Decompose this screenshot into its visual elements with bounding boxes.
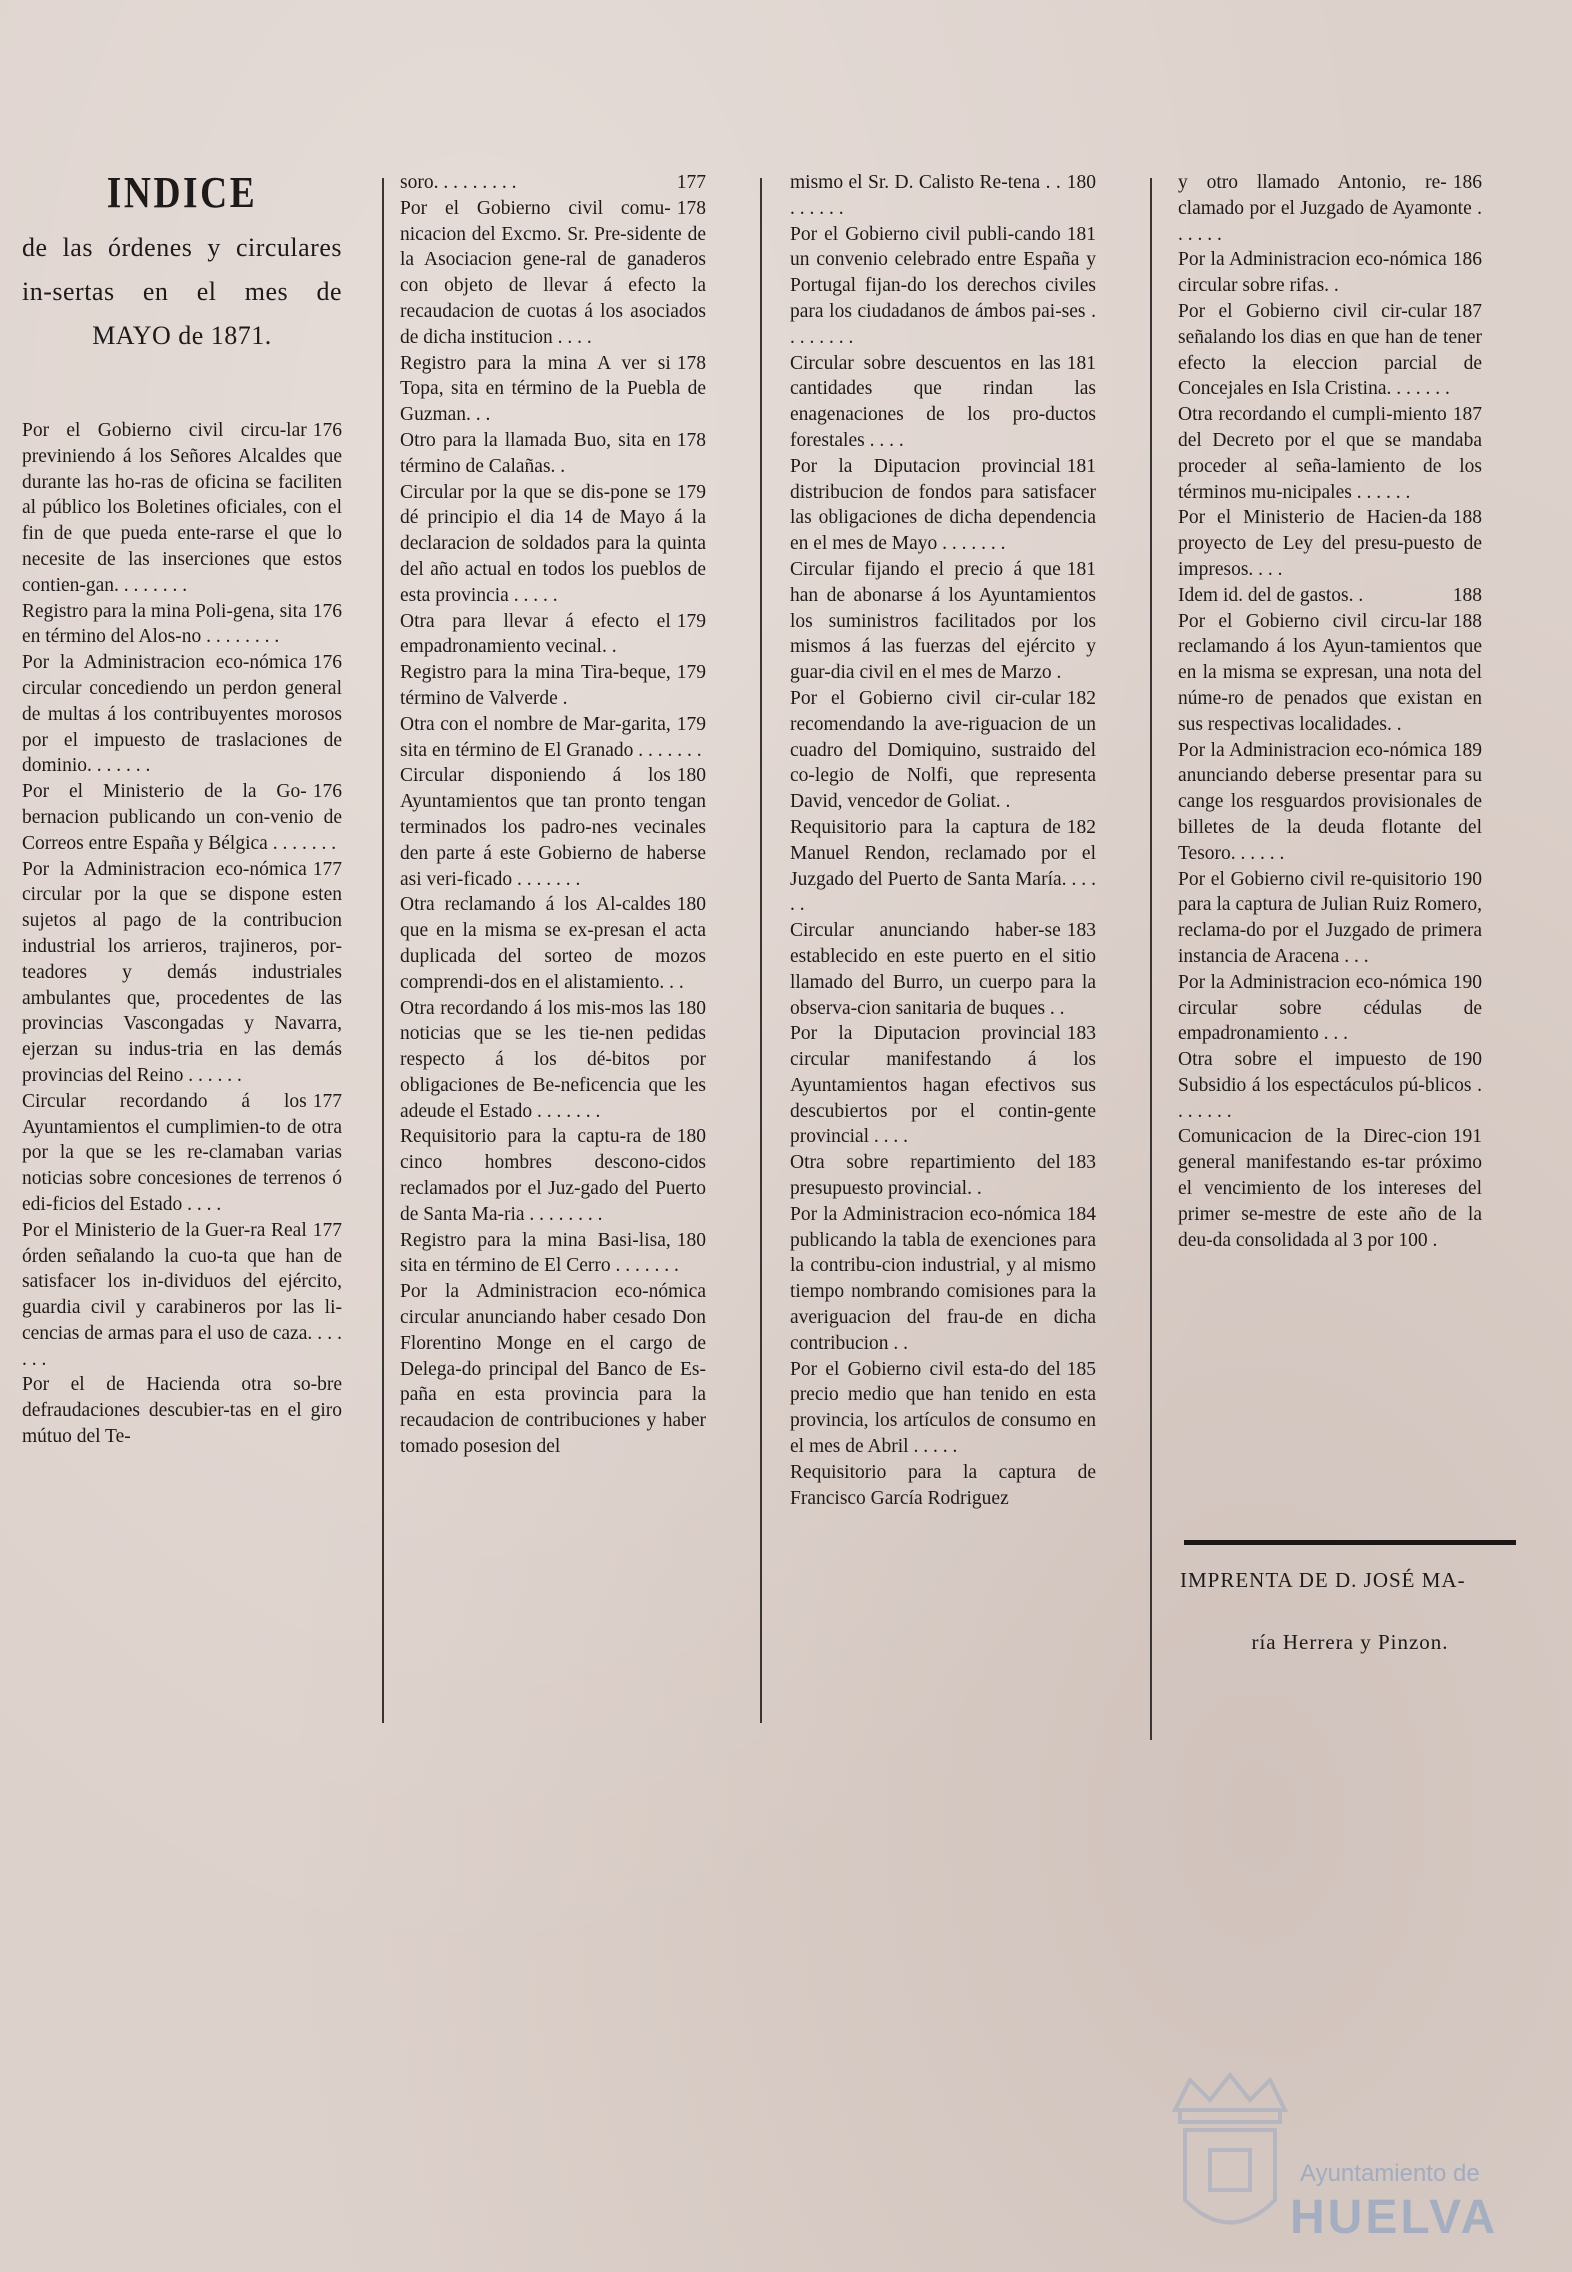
index-entry [790, 557, 1096, 686]
index-entry [22, 418, 342, 599]
imprint-separator [1184, 1540, 1516, 1545]
index-entry [1178, 738, 1482, 867]
index-entry [400, 609, 706, 661]
index-entry [790, 815, 1096, 918]
index-entry [790, 454, 1096, 557]
entry-text: Registro para la mina Tira-beque, término de Valverde . [400, 662, 671, 709]
index-entry [790, 170, 1096, 222]
index-entry [790, 222, 1096, 351]
index-entry [22, 650, 342, 779]
entry-text: Circular por la que se dis-pone se dé principio el dia 14 de Mayo á la declaracion de soldados para la quinta del año actual en todos los pueblos de esta provincia . . . . . [400, 481, 706, 606]
index-entry [1178, 505, 1482, 582]
page-number: 176 [312, 652, 342, 674]
entry-text: Por el Gobierno civil publi-cando un convenio celebrado entre España y Portugal fijan-do los derechos civiles para los ciudadanos de ámbos pai-ses . . . . . . . . [790, 223, 1096, 348]
index-entry [22, 857, 342, 1089]
index-entry [1178, 1047, 1482, 1124]
page-number: 180 [1066, 172, 1096, 193]
page-number: 176 [312, 600, 342, 622]
entry-text: Requisitorio para la captura de Manuel Rendon, reclamado por el Juzgado del Puerto de Santa María. . . . . . [790, 816, 1096, 916]
page-number: 188 [1452, 584, 1482, 606]
column-rule [1150, 178, 1152, 1740]
entry-text: Otra recordando á los mis-mos las noticias que se les tie-nen pedidas respecto á los dé-bitos por obligaciones de Be-neficencia que les adeude el Estado . . . . . . . [400, 997, 706, 1122]
page-number: 183 [1066, 920, 1096, 942]
index-entry [790, 351, 1096, 454]
entry-text: Por la Administracion eco-nómica circular por la que se dispone esten sujetos al pago de la contribucion industrial los arrieros, trajineros, por-teadores y demás industriales ambulantes que, procedentes de las provincias Vascongadas y Navarra, ejerzan su indus-tria en las demás provincias del Reino . . . . . . [22, 858, 342, 1086]
page-number: 183 [1066, 1023, 1096, 1045]
entry-list [400, 170, 706, 1460]
entry-text: Otra sobre el impuesto de Subsidio á los espectáculos pú-blicos . . . . . . . [1178, 1049, 1482, 1122]
entry-text: Circular fijando el precio á que han de abonarse á los Ayuntamientos los suministros facilitados por los mismos á las fuerzas del ejército y guar-dia civil en el mes de Marzo . [790, 558, 1096, 684]
entry-list [22, 418, 342, 1450]
index-entry [400, 1228, 706, 1280]
entry-text: Por el Ministerio de Hacien-da proyecto de Ley del presu-puesto de impresos. . . . [1178, 507, 1482, 580]
entry-text: Registro para la mina Basi-lisa, sita en término de El Cerro . . . . . . . [400, 1229, 679, 1277]
entry-text: Circular anunciando haber-se establecido en este puerto en el sitio llamado del Burro, un cuerpo para la observa-cion sanitaria de buques . . [790, 920, 1096, 1019]
entry-text: Circular sobre descuentos en las cantidades que rindan las enagenaciones de los pro-ductos forestales . . . . [790, 352, 1096, 451]
index-entry [790, 1460, 1096, 1512]
page-number: 181 [1066, 352, 1096, 374]
page-number: 177 [312, 858, 342, 880]
page-number: 181 [1066, 223, 1096, 245]
page-number: 181 [1066, 558, 1096, 580]
page-number: 180 [676, 1126, 706, 1148]
page-number: 176 [312, 420, 342, 441]
imprint-line-2: ría Herrera y Pinzon. [1251, 1630, 1449, 1654]
entry-text: Por el Gobierno civil re-quisitorio para la captura de Julian Ruiz Romero, reclama-do por el Juzgado de primera instancia de Aracena . . . [1178, 868, 1482, 967]
entry-text: Por la Diputacion provincial circular manifestando á los Ayuntamientos hagan efectivos sus descubiertos por el contin-gente provincial . . . . [790, 1023, 1096, 1148]
page-number: 185 [1066, 1358, 1096, 1380]
page-number: 178 [676, 197, 706, 219]
page-number: 178 [676, 352, 706, 374]
page-number: 187 [1452, 300, 1482, 322]
index-entry [1178, 970, 1482, 1047]
page-number: 188 [1452, 507, 1482, 529]
index-entry [400, 428, 706, 480]
entry-text: y otro llamado Antonio, re-clamado por el Juzgado de Ayamonte . . . . . . [1178, 172, 1482, 245]
page-number: 191 [1452, 1126, 1482, 1148]
watermark-line-2: HUELVA [1290, 2191, 1499, 2244]
entry-text: Por la Administracion eco-nómica anunciando deberse presentar para su cange los resguardos provisionales de billetes de la deuda flotante del Tesoro. . . . . . [1178, 739, 1482, 864]
entry-text: Requisitorio para la captu-ra de cinco hombres descono-cidos reclamados por el Juz-gado del Puerto de Santa Ma-ria . . . . . . . . [400, 1126, 706, 1225]
imprint-line-1: IMPRENTA DE D. JOSÉ MA- [1180, 1568, 1466, 1592]
entry-text: Por el Gobierno civil esta-do del precio medio que han tenido en esta provincia, los artículos de consumo en el mes de Abril . . . . . [790, 1358, 1096, 1458]
index-title: INDICE [106, 168, 258, 217]
entry-text: Circular disponiendo á los Ayuntamientos que tan pronto tengan terminados los padro-nes vecinales den parte á este Gobierno de haberse asi veri-ficado . . . . . . . [400, 765, 706, 890]
index-entry [400, 170, 706, 196]
entry-text: Otra sobre repartimiento del presupuesto provincial. . [790, 1152, 1061, 1200]
page-number: 183 [1066, 1152, 1096, 1174]
page-number: 179 [676, 662, 706, 684]
index-column-1 [22, 170, 342, 1450]
page-number: 177 [312, 1219, 342, 1241]
index-entry [1178, 247, 1482, 299]
page-number: 179 [676, 610, 706, 632]
index-entry [790, 1202, 1096, 1357]
page-number: 188 [1452, 610, 1482, 632]
entry-text: Por el Gobierno civil cir-cular recomendando la ave-riguacion de un cuadro del Domiquino, sustraido del co-legio de Nolfi, que representa David, vencedor de Goliat. . [790, 687, 1096, 813]
entry-text: Idem id. del de gastos. . [1178, 584, 1364, 606]
page-number: 180 [676, 1229, 706, 1251]
watermark-line-1: Ayuntamiento de [1300, 2160, 1480, 2187]
entry-text: Por la Diputacion provincial distribucion de fondos para satisfacer las obligaciones de dicha dependencia en el mes de Mayo . . . . . . . [790, 455, 1096, 555]
imprint [1180, 1562, 1520, 1660]
page-number: 186 [1452, 172, 1482, 193]
index-column-2 [400, 170, 706, 1460]
page-number: 184 [1066, 1203, 1096, 1225]
column-rule [760, 178, 762, 1723]
index-entry [400, 712, 706, 764]
index-entry [1178, 583, 1482, 609]
entry-text: Por el Gobierno civil circu-lar previniendo á los Señores Alcaldes que durante las ho-ras de oficina se faciliten al público los Boletines oficiales, con el fin de que pueda ente-rarse el que lo necesite de las inserciones que estos contien-gan. . . . . . . . [22, 420, 342, 596]
entry-text: Por el Gobierno civil circu-lar reclamando á los Ayun-tamientos que en la misma se expresan, una nota del núme-ro de penados que existan en sus respectivas localidades. . [1178, 610, 1482, 735]
entry-text: Por la Administracion eco-nómica circular sobre rifas. . [1178, 249, 1447, 297]
index-entry [790, 1150, 1096, 1202]
index-entry [790, 918, 1096, 1021]
entry-text: Por la Administracion eco-nómica circular concediendo un perdon general de multas á los contribuyentes morosos por el impuesto de traslaciones de dominio. . . . . . . [22, 652, 342, 777]
index-entry [400, 892, 706, 995]
entry-text: Por el Gobierno civil comu-nicacion del Excmo. Sr. Pre-sidente de la Asociacion gene-ral de ganaderos con objeto de llevar á efecto la recaudacion de cuotas á los asociados de dicha institucion . . . . [400, 197, 706, 348]
index-entry [400, 351, 706, 428]
entry-text: Por la Administracion eco-nómica circular sobre cédulas de empadronamiento . . . [1178, 971, 1482, 1045]
index-entry [790, 1021, 1096, 1150]
page-number: 182 [1066, 816, 1096, 838]
entry-list [790, 170, 1096, 1511]
index-entry [400, 763, 706, 892]
entry-text: Requisitorio para la captura de Francisco García Rodriguez [790, 1461, 1096, 1509]
index-entry [22, 1372, 342, 1449]
entry-text: mismo el Sr. D. Calisto Re-tena . . . . . . . . [790, 172, 1061, 219]
entry-text: Por el Gobierno civil cir-cular señalando los dias en que han de tener efecto la eleccion parcial de Concejales en Isla Cristina. . . . . . . [1178, 300, 1482, 400]
entry-text: Otra reclamando á los Al-caldes que en la misma se ex-presan el acta duplicada del sorteo de mozos comprendi-dos en el alistamiento. . . [400, 894, 706, 993]
index-entry [400, 996, 706, 1125]
page-number: 190 [1452, 971, 1482, 993]
page-number: 181 [1066, 455, 1096, 477]
entry-text: Por la Administracion eco-nómica circular anunciando haber cesado Don Florentino Monge en el cargo de Delega-do principal del Banco de Es-paña en esta provincia para la recaudacion de contribuciones y haber tomado posesion del [400, 1281, 706, 1458]
page-number: 178 [676, 429, 706, 451]
index-entry [790, 686, 1096, 815]
page-number: 186 [1452, 249, 1482, 271]
page-number: 187 [1452, 404, 1482, 426]
index-entry [1178, 1124, 1482, 1253]
entry-text: Otra con el nombre de Mar-garita, sita en término de El Granado . . . . . . . [400, 713, 702, 761]
index-entry [400, 196, 706, 351]
index-entry [790, 1357, 1096, 1460]
entry-text: Por el Ministerio de la Go-bernacion publicando un con-venio de Correos entre España y Bélgica . . . . . . . [22, 781, 342, 854]
entry-text: soro. . . . . . . . . [400, 172, 517, 193]
page-number: 180 [676, 894, 706, 916]
entry-text: Por la Administracion eco-nómica publicando la tabla de exenciones para la contribu-cion industrial, y al mismo tiempo nombrando comisiones para la averiguacion del frau-de en dicha contribucion . . [790, 1203, 1096, 1354]
index-subtitle: de las órdenes y circulares in-sertas en el mes de MAYO de 1871. [22, 233, 342, 350]
index-entry [1178, 299, 1482, 402]
page-number: 179 [676, 481, 706, 503]
entry-list [1178, 170, 1482, 1253]
page-number: 180 [676, 765, 706, 787]
index-entry [22, 1089, 342, 1218]
index-column-4 [1178, 170, 1482, 1253]
index-entry [400, 480, 706, 609]
index-column-3 [790, 170, 1096, 1511]
index-entry [1178, 170, 1482, 247]
page-number: 190 [1452, 1049, 1482, 1071]
column-rule [382, 178, 384, 1723]
index-entry [400, 1124, 706, 1227]
entry-text: Por el Ministerio de la Guer-ra Real órden señalando la cuo-ta que han de satisfacer los in-dividuos del ejército, guardia civil y carabineros por las li-cencias de armas para el uso de caza. . . . . . . [22, 1219, 342, 1370]
page-number: 179 [676, 713, 706, 735]
index-entry [1178, 402, 1482, 505]
entry-text: Otro para la llamada Buo, sita en término de Calañas. . [400, 429, 671, 477]
entry-text: Registro para la mina Poli-gena, sita en término del Alos-no . . . . . . . . [22, 600, 307, 648]
index-entry [1178, 609, 1482, 738]
entry-text: Otra para llevar á efecto el empadronamiento vecinal. . [400, 610, 671, 658]
page-number: 176 [312, 781, 342, 803]
entry-text: Comunicacion de la Direc-cion general manifestando es-tar próximo el vencimiento de los intereses del primer se-mestre de este año de la deu-da consolidada al 3 por 100 . [1178, 1126, 1482, 1251]
index-entry [22, 1218, 342, 1373]
page-number: 177 [312, 1090, 342, 1112]
entry-text: Registro para la mina A ver si Topa, sita en término de la Puebla de Guzman. . . [400, 352, 706, 426]
index-entry [22, 779, 342, 856]
page-number: 180 [676, 997, 706, 1019]
index-entry [400, 660, 706, 712]
page-number: 189 [1452, 739, 1482, 761]
index-entry [400, 1279, 706, 1460]
page-number: 182 [1066, 687, 1096, 709]
index-entry [1178, 867, 1482, 970]
entry-text: Otra recordando el cumpli-miento del Decreto por el que se mandaba proceder al seña-lamiento de los términos mu-nicipales . . . . . . [1178, 404, 1482, 503]
page-number: 190 [1452, 868, 1482, 890]
entry-text: Circular recordando á los Ayuntamientos el cumplimien-to de otra por la que se les re-clamaban varias noticias sobre concesiones de terrenos ó edi-ficios del Estado . . . . [22, 1090, 342, 1215]
page-number: 177 [676, 172, 706, 193]
entry-text: Por el de Hacienda otra so-bre defraudaciones descubier-tas en el giro mútuo del Te- [22, 1374, 342, 1448]
index-entry [22, 599, 342, 651]
